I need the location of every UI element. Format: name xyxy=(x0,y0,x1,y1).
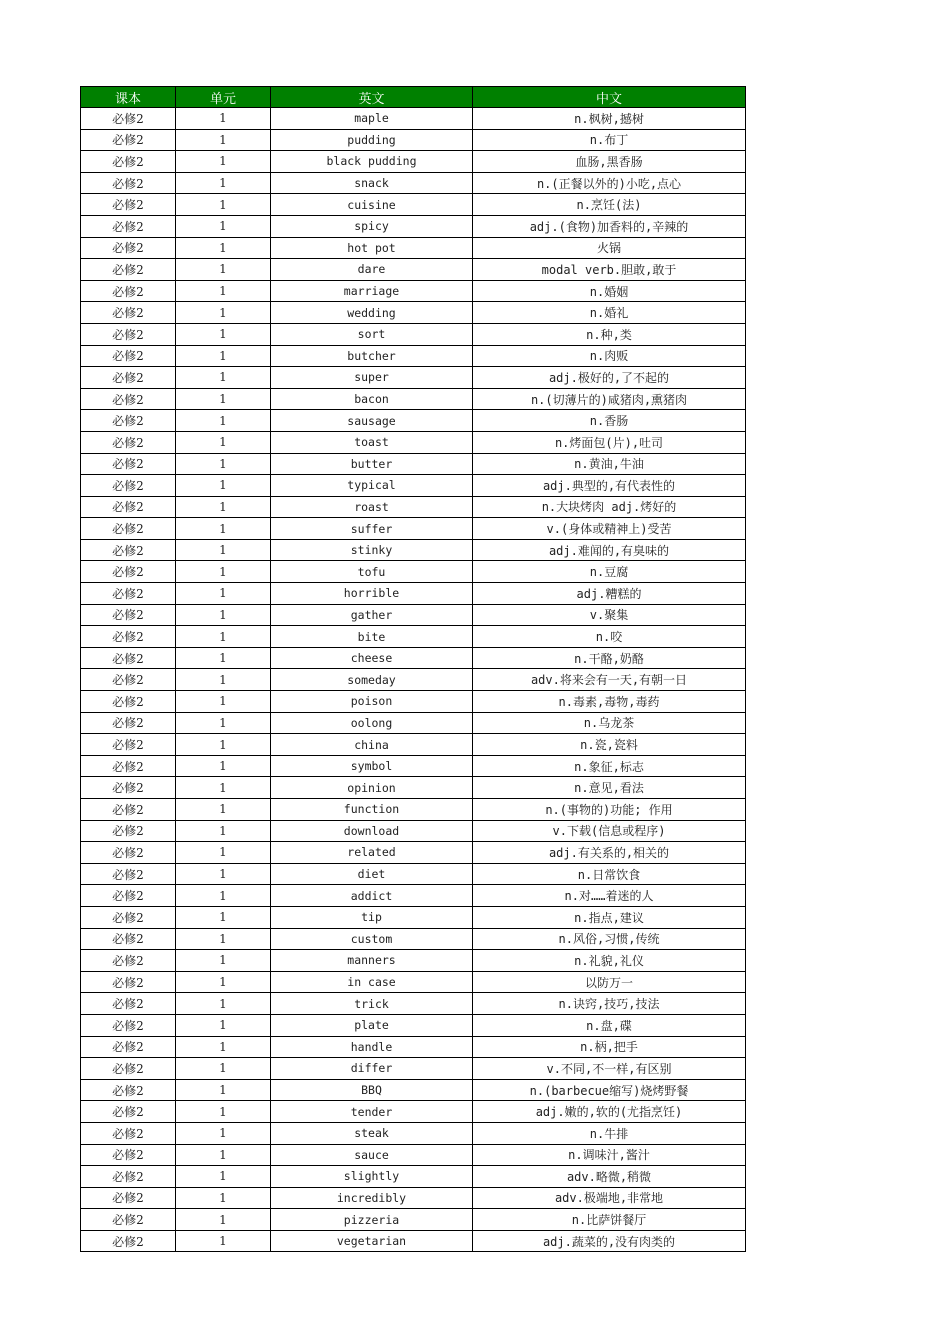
table-row xyxy=(81,302,746,324)
cell-unit: 1 xyxy=(176,928,271,950)
cell-english: poison xyxy=(271,691,473,713)
cell-textbook: 必修2 xyxy=(81,1122,176,1144)
cell-english: handle xyxy=(271,1036,473,1058)
cell-textbook: 必修2 xyxy=(81,475,176,497)
table-row xyxy=(81,1058,746,1080)
cell-textbook: 必修2 xyxy=(81,842,176,864)
cell-english: horrible xyxy=(271,583,473,605)
cell-english: manners xyxy=(271,950,473,972)
cell-english: vegetarian xyxy=(271,1230,473,1252)
cell-unit: 1 xyxy=(176,1079,271,1101)
cell-english: black pudding xyxy=(271,151,473,173)
cell-chinese: n.毒素,毒物,毒药 xyxy=(473,691,746,713)
cell-unit: 1 xyxy=(176,280,271,302)
cell-unit: 1 xyxy=(176,1036,271,1058)
cell-english: pudding xyxy=(271,129,473,151)
table-row xyxy=(81,410,746,432)
cell-textbook: 必修2 xyxy=(81,431,176,453)
cell-chinese: n.指点,建议 xyxy=(473,906,746,928)
cell-textbook: 必修2 xyxy=(81,1014,176,1036)
cell-english: symbol xyxy=(271,755,473,777)
cell-textbook: 必修2 xyxy=(81,323,176,345)
cell-english: tip xyxy=(271,906,473,928)
cell-chinese: n.豆腐 xyxy=(473,561,746,583)
cell-textbook: 必修2 xyxy=(81,1230,176,1252)
cell-english: spicy xyxy=(271,215,473,237)
cell-textbook: 必修2 xyxy=(81,1058,176,1080)
cell-english: steak xyxy=(271,1122,473,1144)
cell-chinese: n.大块烤肉 adj.烤好的 xyxy=(473,496,746,518)
cell-chinese: n.烹饪(法) xyxy=(473,194,746,216)
table-row xyxy=(81,647,746,669)
cell-english: china xyxy=(271,734,473,756)
cell-textbook: 必修2 xyxy=(81,388,176,410)
cell-chinese: adj.糟糕的 xyxy=(473,583,746,605)
cell-chinese: n.布丁 xyxy=(473,129,746,151)
table-row xyxy=(81,691,746,713)
cell-unit: 1 xyxy=(176,323,271,345)
cell-textbook: 必修2 xyxy=(81,604,176,626)
cell-english: tender xyxy=(271,1101,473,1123)
table-row xyxy=(81,129,746,151)
cell-unit: 1 xyxy=(176,1101,271,1123)
cell-textbook: 必修2 xyxy=(81,885,176,907)
table-row xyxy=(81,1209,746,1231)
cell-chinese: adj.有关系的,相关的 xyxy=(473,842,746,864)
cell-chinese: 火锅 xyxy=(473,237,746,259)
cell-unit: 1 xyxy=(176,259,271,281)
cell-chinese: n.香肠 xyxy=(473,410,746,432)
cell-textbook: 必修2 xyxy=(81,1036,176,1058)
cell-unit: 1 xyxy=(176,1230,271,1252)
cell-unit: 1 xyxy=(176,302,271,324)
cell-chinese: adv.将来会有一天,有朝一日 xyxy=(473,669,746,691)
table-row xyxy=(81,1014,746,1036)
table-row xyxy=(81,215,746,237)
cell-textbook: 必修2 xyxy=(81,1144,176,1166)
cell-unit: 1 xyxy=(176,518,271,540)
cell-textbook: 必修2 xyxy=(81,215,176,237)
cell-english: bite xyxy=(271,626,473,648)
cell-chinese: v.不同,不一样,有区别 xyxy=(473,1058,746,1080)
cell-english: diet xyxy=(271,863,473,885)
cell-chinese: n.诀窍,技巧,技法 xyxy=(473,993,746,1015)
table-row xyxy=(81,194,746,216)
cell-unit: 1 xyxy=(176,1122,271,1144)
cell-chinese: n.肉贩 xyxy=(473,345,746,367)
cell-unit: 1 xyxy=(176,129,271,151)
table-row xyxy=(81,539,746,561)
cell-unit: 1 xyxy=(176,863,271,885)
cell-chinese: n.盘,碟 xyxy=(473,1014,746,1036)
cell-textbook: 必修2 xyxy=(81,669,176,691)
cell-unit: 1 xyxy=(176,345,271,367)
cell-english: suffer xyxy=(271,518,473,540)
table-row xyxy=(81,496,746,518)
cell-textbook: 必修2 xyxy=(81,172,176,194)
cell-chinese: adv.略微,稍微 xyxy=(473,1166,746,1188)
cell-english: snack xyxy=(271,172,473,194)
cell-chinese: n.比萨饼餐厅 xyxy=(473,1209,746,1231)
cell-unit: 1 xyxy=(176,971,271,993)
cell-chinese: n.(barbecue缩写)烧烤野餐 xyxy=(473,1079,746,1101)
cell-chinese: v.聚集 xyxy=(473,604,746,626)
cell-textbook: 必修2 xyxy=(81,410,176,432)
cell-textbook: 必修2 xyxy=(81,971,176,993)
table-row xyxy=(81,583,746,605)
cell-textbook: 必修2 xyxy=(81,777,176,799)
cell-chinese: n.烤面包(片),吐司 xyxy=(473,431,746,453)
cell-chinese: adj.蔬菜的,没有肉类的 xyxy=(473,1230,746,1252)
cell-unit: 1 xyxy=(176,215,271,237)
cell-chinese: 以防万一 xyxy=(473,971,746,993)
cell-unit: 1 xyxy=(176,691,271,713)
cell-unit: 1 xyxy=(176,539,271,561)
table-row xyxy=(81,1144,746,1166)
cell-english: bacon xyxy=(271,388,473,410)
cell-english: sauce xyxy=(271,1144,473,1166)
cell-chinese: adv.极端地,非常地 xyxy=(473,1187,746,1209)
cell-unit: 1 xyxy=(176,367,271,389)
table-row xyxy=(81,345,746,367)
cell-textbook: 必修2 xyxy=(81,906,176,928)
cell-unit: 1 xyxy=(176,237,271,259)
cell-unit: 1 xyxy=(176,906,271,928)
cell-english: trick xyxy=(271,993,473,1015)
header-english: 英文 xyxy=(271,87,473,108)
cell-textbook: 必修2 xyxy=(81,151,176,173)
table-row xyxy=(81,108,746,130)
cell-english: someday xyxy=(271,669,473,691)
cell-english: plate xyxy=(271,1014,473,1036)
cell-unit: 1 xyxy=(176,172,271,194)
table-row xyxy=(81,1101,746,1123)
cell-english: related xyxy=(271,842,473,864)
cell-chinese: n.(事物的)功能; 作用 xyxy=(473,799,746,821)
table-row xyxy=(81,259,746,281)
cell-english: custom xyxy=(271,928,473,950)
cell-textbook: 必修2 xyxy=(81,518,176,540)
cell-textbook: 必修2 xyxy=(81,993,176,1015)
table-row xyxy=(81,475,746,497)
table-row xyxy=(81,885,746,907)
cell-unit: 1 xyxy=(176,1014,271,1036)
cell-english: incredibly xyxy=(271,1187,473,1209)
table-row xyxy=(81,799,746,821)
table-row xyxy=(81,712,746,734)
cell-unit: 1 xyxy=(176,1209,271,1231)
cell-english: cuisine xyxy=(271,194,473,216)
cell-textbook: 必修2 xyxy=(81,755,176,777)
cell-chinese: 血肠,黑香肠 xyxy=(473,151,746,173)
table-row xyxy=(81,518,746,540)
cell-chinese: adj.典型的,有代表性的 xyxy=(473,475,746,497)
cell-textbook: 必修2 xyxy=(81,626,176,648)
cell-textbook: 必修2 xyxy=(81,691,176,713)
cell-textbook: 必修2 xyxy=(81,453,176,475)
cell-chinese: n.黄油,牛油 xyxy=(473,453,746,475)
cell-unit: 1 xyxy=(176,799,271,821)
cell-unit: 1 xyxy=(176,669,271,691)
cell-textbook: 必修2 xyxy=(81,928,176,950)
table-header-row xyxy=(81,87,746,108)
cell-english: pizzeria xyxy=(271,1209,473,1231)
cell-english: sort xyxy=(271,323,473,345)
cell-unit: 1 xyxy=(176,647,271,669)
cell-english: function xyxy=(271,799,473,821)
cell-chinese: n.瓷,瓷料 xyxy=(473,734,746,756)
cell-chinese: n.(正餐以外的)小吃,点心 xyxy=(473,172,746,194)
cell-chinese: adj.极好的,了不起的 xyxy=(473,367,746,389)
cell-textbook: 必修2 xyxy=(81,561,176,583)
table-row xyxy=(81,734,746,756)
table-row xyxy=(81,1230,746,1252)
cell-chinese: n.乌龙茶 xyxy=(473,712,746,734)
table-row xyxy=(81,863,746,885)
cell-chinese: n.象征,标志 xyxy=(473,755,746,777)
cell-unit: 1 xyxy=(176,194,271,216)
cell-unit: 1 xyxy=(176,561,271,583)
table-row xyxy=(81,993,746,1015)
table-row xyxy=(81,1187,746,1209)
cell-chinese: v.下载(信息或程序) xyxy=(473,820,746,842)
cell-english: sausage xyxy=(271,410,473,432)
cell-english: wedding xyxy=(271,302,473,324)
cell-chinese: n.(切薄片的)咸猪肉,熏猪肉 xyxy=(473,388,746,410)
cell-unit: 1 xyxy=(176,820,271,842)
cell-english: oolong xyxy=(271,712,473,734)
cell-textbook: 必修2 xyxy=(81,496,176,518)
cell-textbook: 必修2 xyxy=(81,302,176,324)
table-row xyxy=(81,453,746,475)
cell-textbook: 必修2 xyxy=(81,194,176,216)
table-row xyxy=(81,1079,746,1101)
cell-textbook: 必修2 xyxy=(81,647,176,669)
cell-chinese: n.咬 xyxy=(473,626,746,648)
cell-textbook: 必修2 xyxy=(81,259,176,281)
cell-chinese: n.干酪,奶酪 xyxy=(473,647,746,669)
cell-english: maple xyxy=(271,108,473,130)
cell-textbook: 必修2 xyxy=(81,734,176,756)
cell-unit: 1 xyxy=(176,950,271,972)
cell-textbook: 必修2 xyxy=(81,1079,176,1101)
cell-chinese: n.礼貌,礼仪 xyxy=(473,950,746,972)
cell-unit: 1 xyxy=(176,388,271,410)
cell-unit: 1 xyxy=(176,712,271,734)
table-row xyxy=(81,388,746,410)
table-row xyxy=(81,1036,746,1058)
table-row xyxy=(81,604,746,626)
cell-chinese: n.婚姻 xyxy=(473,280,746,302)
cell-chinese: n.风俗,习惯,传统 xyxy=(473,928,746,950)
table-row xyxy=(81,820,746,842)
cell-unit: 1 xyxy=(176,496,271,518)
cell-unit: 1 xyxy=(176,410,271,432)
cell-chinese: adj.嫩的,软的(尤指烹饪) xyxy=(473,1101,746,1123)
table-row xyxy=(81,777,746,799)
cell-english: in case xyxy=(271,971,473,993)
table-row xyxy=(81,237,746,259)
cell-unit: 1 xyxy=(176,583,271,605)
cell-english: gather xyxy=(271,604,473,626)
cell-unit: 1 xyxy=(176,885,271,907)
cell-unit: 1 xyxy=(176,626,271,648)
header-chinese: 中文 xyxy=(473,87,746,108)
cell-chinese: n.柄,把手 xyxy=(473,1036,746,1058)
table-row xyxy=(81,626,746,648)
cell-textbook: 必修2 xyxy=(81,950,176,972)
cell-chinese: modal verb.胆敢,敢于 xyxy=(473,259,746,281)
cell-english: butter xyxy=(271,453,473,475)
cell-english: cheese xyxy=(271,647,473,669)
cell-english: slightly xyxy=(271,1166,473,1188)
table-row xyxy=(81,950,746,972)
cell-textbook: 必修2 xyxy=(81,237,176,259)
cell-english: typical xyxy=(271,475,473,497)
table-row xyxy=(81,323,746,345)
cell-unit: 1 xyxy=(176,108,271,130)
table-row xyxy=(81,971,746,993)
cell-textbook: 必修2 xyxy=(81,539,176,561)
cell-unit: 1 xyxy=(176,1058,271,1080)
cell-unit: 1 xyxy=(176,755,271,777)
cell-unit: 1 xyxy=(176,993,271,1015)
cell-textbook: 必修2 xyxy=(81,1166,176,1188)
table-row xyxy=(81,755,746,777)
cell-textbook: 必修2 xyxy=(81,367,176,389)
cell-english: stinky xyxy=(271,539,473,561)
cell-english: addict xyxy=(271,885,473,907)
header-unit: 单元 xyxy=(176,87,271,108)
table-row xyxy=(81,669,746,691)
table-row xyxy=(81,928,746,950)
header-textbook: 课本 xyxy=(81,87,176,108)
cell-chinese: n.牛排 xyxy=(473,1122,746,1144)
cell-english: download xyxy=(271,820,473,842)
cell-english: roast xyxy=(271,496,473,518)
cell-chinese: n.种,类 xyxy=(473,323,746,345)
cell-textbook: 必修2 xyxy=(81,345,176,367)
cell-chinese: n.调味汁,酱汁 xyxy=(473,1144,746,1166)
cell-english: differ xyxy=(271,1058,473,1080)
cell-unit: 1 xyxy=(176,1187,271,1209)
cell-unit: 1 xyxy=(176,604,271,626)
cell-chinese: n.日常饮食 xyxy=(473,863,746,885)
cell-english: butcher xyxy=(271,345,473,367)
cell-chinese: n.枫树,撼树 xyxy=(473,108,746,130)
cell-english: BBQ xyxy=(271,1079,473,1101)
cell-unit: 1 xyxy=(176,1166,271,1188)
cell-textbook: 必修2 xyxy=(81,820,176,842)
cell-chinese: adj.(食物)加香料的,辛辣的 xyxy=(473,215,746,237)
cell-unit: 1 xyxy=(176,475,271,497)
table-row xyxy=(81,280,746,302)
cell-textbook: 必修2 xyxy=(81,108,176,130)
cell-textbook: 必修2 xyxy=(81,712,176,734)
cell-textbook: 必修2 xyxy=(81,1209,176,1231)
table-row xyxy=(81,842,746,864)
table-row xyxy=(81,172,746,194)
cell-unit: 1 xyxy=(176,431,271,453)
cell-unit: 1 xyxy=(176,842,271,864)
cell-chinese: n.意见,看法 xyxy=(473,777,746,799)
cell-english: marriage xyxy=(271,280,473,302)
cell-textbook: 必修2 xyxy=(81,799,176,821)
cell-unit: 1 xyxy=(176,453,271,475)
table-row xyxy=(81,1122,746,1144)
vocabulary-table xyxy=(80,86,746,1252)
table-body xyxy=(81,108,746,1252)
cell-english: opinion xyxy=(271,777,473,799)
table-row xyxy=(81,367,746,389)
cell-english: tofu xyxy=(271,561,473,583)
cell-textbook: 必修2 xyxy=(81,1101,176,1123)
cell-textbook: 必修2 xyxy=(81,280,176,302)
cell-unit: 1 xyxy=(176,734,271,756)
cell-unit: 1 xyxy=(176,151,271,173)
cell-chinese: n.对……着迷的人 xyxy=(473,885,746,907)
cell-english: toast xyxy=(271,431,473,453)
cell-english: super xyxy=(271,367,473,389)
table-row xyxy=(81,1166,746,1188)
cell-chinese: n.婚礼 xyxy=(473,302,746,324)
cell-textbook: 必修2 xyxy=(81,863,176,885)
cell-english: dare xyxy=(271,259,473,281)
cell-english: hot pot xyxy=(271,237,473,259)
table-row xyxy=(81,561,746,583)
table-row xyxy=(81,151,746,173)
cell-unit: 1 xyxy=(176,1144,271,1166)
table-row xyxy=(81,906,746,928)
table-row xyxy=(81,431,746,453)
cell-chinese: adj.难闻的,有臭味的 xyxy=(473,539,746,561)
cell-unit: 1 xyxy=(176,777,271,799)
cell-textbook: 必修2 xyxy=(81,1187,176,1209)
cell-chinese: v.(身体或精神上)受苦 xyxy=(473,518,746,540)
cell-textbook: 必修2 xyxy=(81,129,176,151)
cell-textbook: 必修2 xyxy=(81,583,176,605)
